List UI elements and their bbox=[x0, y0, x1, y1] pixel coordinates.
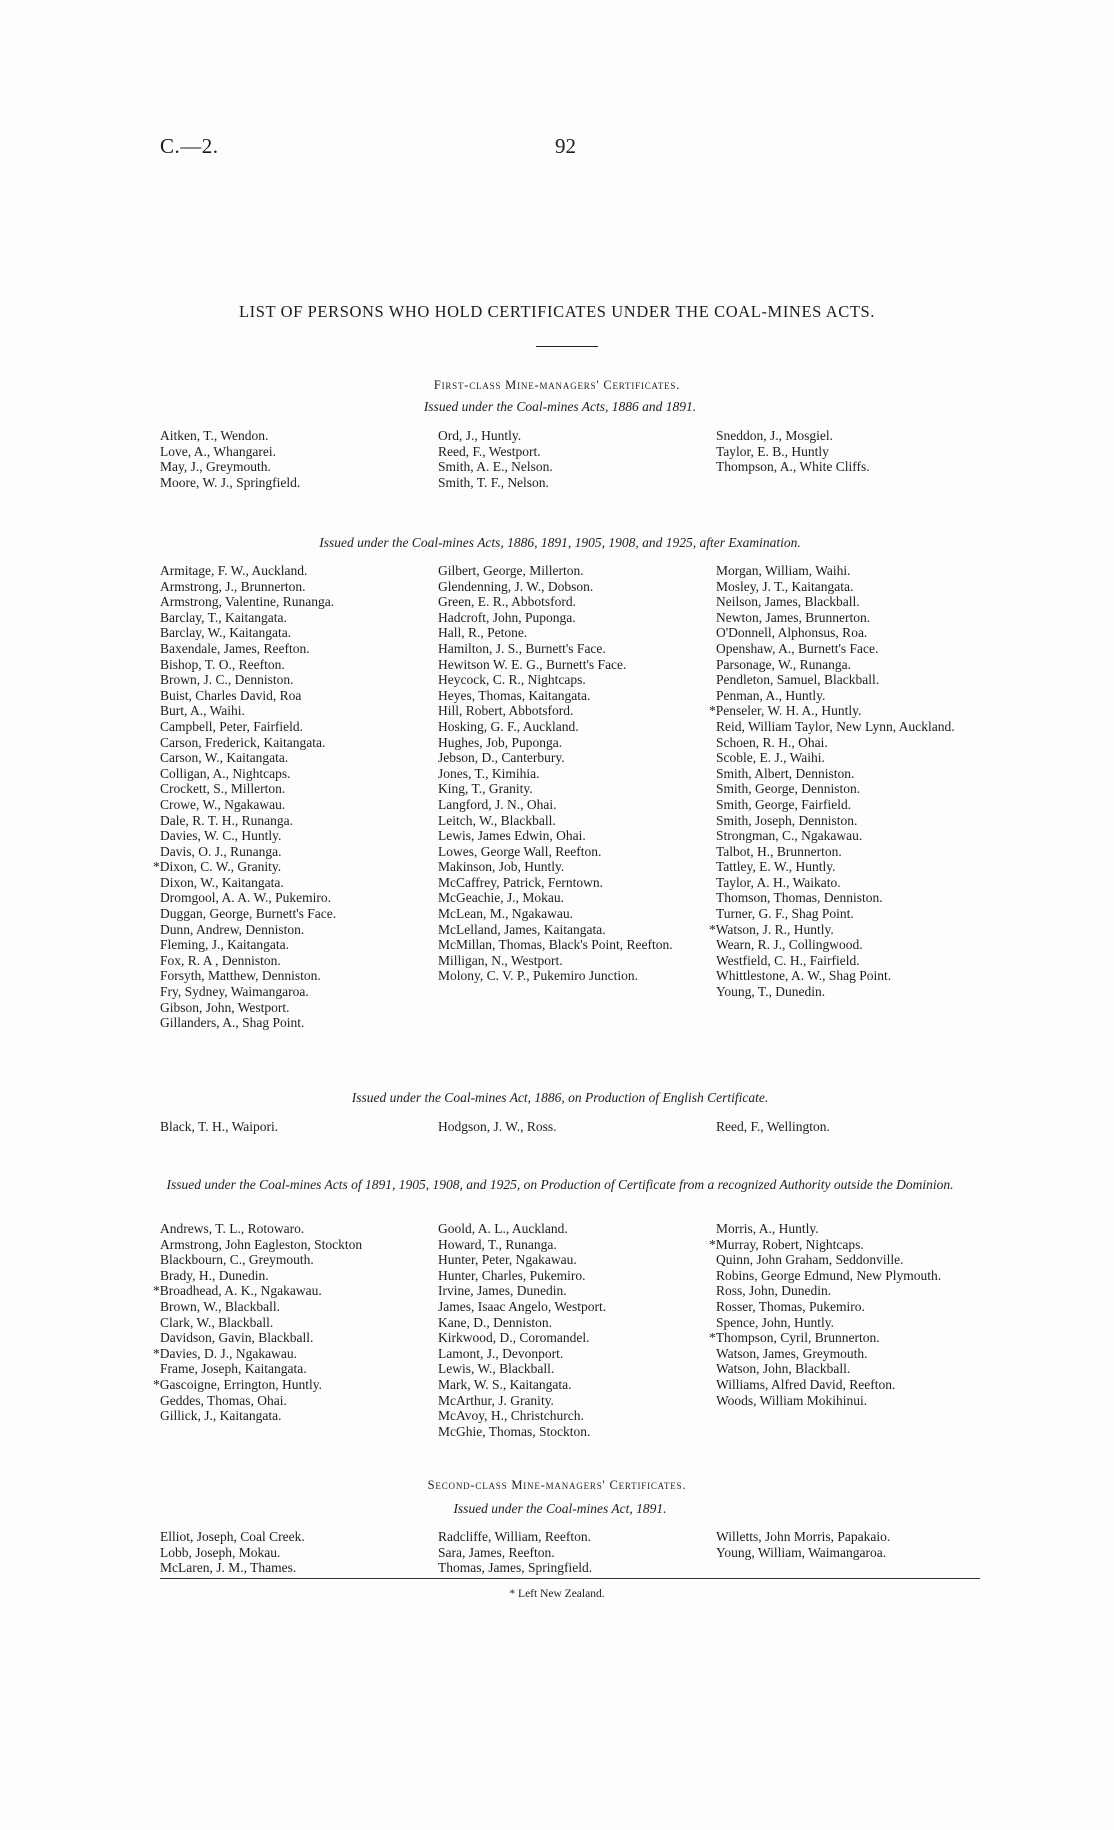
list-item: Robins, George Edmund, New Plymouth. bbox=[716, 1267, 942, 1283]
list-item: Brown, W., Blackball. bbox=[160, 1298, 280, 1314]
list-item: McLelland, James, Kaitangata. bbox=[438, 921, 606, 937]
list-item: Reid, William Taylor, New Lynn, Auckland. bbox=[716, 718, 955, 734]
list-item: Carson, Frederick, Kaitangata. bbox=[160, 734, 326, 750]
list-item: Frame, Joseph, Kaitangata. bbox=[160, 1361, 307, 1377]
list-item: Gilbert, George, Millerton. bbox=[438, 563, 584, 578]
list-item: Rosser, Thomas, Pukemiro. bbox=[716, 1298, 865, 1314]
list-item: Irvine, James, Dunedin. bbox=[438, 1283, 567, 1299]
list-item: Radcliffe, William, Reefton. bbox=[438, 1529, 592, 1544]
list-item: McArthur, J. Granity. bbox=[438, 1392, 554, 1408]
list-item: Goold, A. L., Auckland. bbox=[438, 1221, 568, 1236]
list-item: Reed, F., Wellington. bbox=[716, 1119, 830, 1134]
list-item: Duggan, George, Burnett's Face. bbox=[160, 906, 337, 922]
list-item: Forsyth, Matthew, Denniston. bbox=[160, 968, 321, 984]
list-item: Smith, Joseph, Denniston. bbox=[716, 812, 858, 828]
list-item: McLean, M., Ngakawau. bbox=[438, 906, 573, 922]
list-item: McCaffrey, Patrick, Ferntown. bbox=[438, 874, 603, 890]
subtitle-recognized-authority: Issued under the Coal-mines Acts of 1891, 1905, 1908, and 1925, on Production of Certificate from a recognized Authority outside the Dominion. bbox=[166, 1177, 954, 1192]
column-3 bbox=[716, 1119, 986, 1135]
list-item: Makinson, Job, Huntly. bbox=[438, 859, 565, 875]
list-item: Fox, R. A , Denniston. bbox=[160, 952, 281, 968]
list-item: Spence, John, Huntly. bbox=[716, 1314, 834, 1330]
subtitle-after-examination: Issued under the Coal-mines Acts, 1886, 1891, 1905, 1908, and 1925, after Examination. bbox=[319, 535, 801, 550]
page-title: LIST OF PERSONS WHO HOLD CERTIFICATES UNDER THE COAL-MINES ACTS. bbox=[238, 302, 876, 321]
list-item: Barclay, T., Kaitangata. bbox=[160, 609, 287, 625]
list-item: Hill, Robert, Abbotsford. bbox=[438, 703, 574, 719]
page-header bbox=[160, 134, 960, 164]
list-item: Neilson, James, Blackball. bbox=[716, 594, 860, 610]
title-rule bbox=[536, 346, 598, 347]
list-item: Quinn, John Graham, Seddonville. bbox=[716, 1252, 904, 1268]
list-item: Jones, T., Kimihia. bbox=[438, 765, 540, 781]
list-item: Lewis, James Edwin, Ohai. bbox=[438, 828, 586, 844]
list-item: McMillan, Thomas, Black's Point, Reefton. bbox=[438, 937, 673, 953]
list-item: Fry, Sydney, Waimangaroa. bbox=[160, 984, 309, 1000]
list-item: Morgan, William, Waihi. bbox=[716, 563, 851, 578]
list-item: Lowes, George Wall, Reefton. bbox=[438, 843, 602, 859]
footnote: * Left New Zealand. bbox=[509, 1588, 605, 1600]
list-item: Scoble, E. J., Waihi. bbox=[716, 750, 825, 766]
column-1 bbox=[160, 1119, 420, 1135]
list-item: Talbot, H., Brunnerton. bbox=[716, 843, 842, 859]
list-item: Love, A., Whangarei. bbox=[160, 443, 276, 459]
list-item: McGeachie, J., Mokau. bbox=[438, 890, 564, 906]
list-item: Glendenning, J. W., Dobson. bbox=[438, 578, 594, 594]
column-2 bbox=[438, 428, 706, 490]
list-item: Taylor, A. H., Waikato. bbox=[716, 874, 841, 890]
list-item: Carson, W., Kaitangata. bbox=[160, 750, 289, 766]
list-item: Black, T. H., Waipori. bbox=[160, 1119, 279, 1134]
list-item: Schoen, R. H., Ohai. bbox=[716, 734, 828, 750]
list-item: Heycock, C. R., Nightcaps. bbox=[438, 672, 586, 688]
list-item: Kirkwood, D., Coromandel. bbox=[438, 1330, 590, 1346]
list-item: Smith, George, Denniston. bbox=[716, 781, 861, 797]
list-item: Sara, James, Reefton. bbox=[438, 1544, 555, 1560]
list-item: Wearn, R. J., Collingwood. bbox=[716, 937, 863, 953]
list-item: Taylor, E. B., Huntly bbox=[716, 443, 829, 459]
list-item: *Dixon, C. W., Granity. bbox=[153, 859, 282, 875]
list-item: Crowe, W., Ngakawau. bbox=[160, 796, 286, 812]
list-item: James, Isaac Angelo, Westport. bbox=[438, 1298, 607, 1314]
list-item: Campbell, Peter, Fairfield. bbox=[160, 718, 304, 734]
list-item: Smith, Albert, Denniston. bbox=[716, 765, 855, 781]
list-item: Young, William, Waimangaroa. bbox=[716, 1544, 887, 1560]
list-item: Whittlestone, A. W., Shag Point. bbox=[716, 968, 892, 984]
list-item: Blackbourn, C., Greymouth. bbox=[160, 1252, 314, 1268]
list-item: McAvoy, H., Christchurch. bbox=[438, 1408, 584, 1424]
list-item: *Thompson, Cyril, Brunnerton. bbox=[709, 1330, 880, 1346]
list-item: Turner, G. F., Shag Point. bbox=[716, 906, 854, 922]
list-item: Colligan, A., Nightcaps. bbox=[160, 765, 291, 781]
list-item: Moore, W. J., Springfield. bbox=[160, 474, 301, 490]
list-item: Hosking, G. F., Auckland. bbox=[438, 718, 579, 734]
column-3 bbox=[709, 563, 986, 1000]
list-item: Mark, W. S., Kaitangata. bbox=[438, 1376, 572, 1392]
list-item: Gillick, J., Kaitangata. bbox=[160, 1408, 282, 1424]
list-item: Smith, A. E., Nelson. bbox=[438, 459, 553, 475]
list-item: Geddes, Thomas, Ohai. bbox=[160, 1392, 287, 1408]
list-item: Penman, A., Huntly. bbox=[716, 687, 826, 703]
list-item: Hughes, Job, Puponga. bbox=[438, 734, 563, 750]
list-item: Kane, D., Denniston. bbox=[438, 1314, 552, 1330]
list-item: Willetts, John Morris, Papakaio. bbox=[716, 1529, 891, 1544]
list-item: Clark, W., Blackball. bbox=[160, 1314, 274, 1330]
list-item: *Watson, J. R., Huntly. bbox=[709, 921, 834, 937]
list-item: *Gascoigne, Errington, Huntly. bbox=[153, 1376, 322, 1392]
list-item: Andrews, T. L., Rotowaro. bbox=[160, 1221, 305, 1236]
list-item: Hodgson, J. W., Ross. bbox=[438, 1119, 557, 1134]
list-item: Langford, J. N., Ohai. bbox=[438, 796, 557, 812]
list-item: Gillanders, A., Shag Point. bbox=[160, 1015, 305, 1031]
list-item: Brown, J. C., Denniston. bbox=[160, 672, 294, 688]
list-item: Ord, J., Huntly. bbox=[438, 428, 522, 443]
list-item: Sneddon, J., Mosgiel. bbox=[716, 428, 834, 443]
list-item: O'Donnell, Alphonsus, Roa. bbox=[716, 625, 868, 641]
list-item: Parsonage, W., Runanga. bbox=[716, 656, 851, 672]
list-item: Thomas, James, Springfield. bbox=[438, 1560, 593, 1576]
list-item: Milligan, N., Westport. bbox=[438, 952, 563, 968]
list-item: Bishop, T. O., Reefton. bbox=[160, 656, 285, 672]
list-item: Dixon, W., Kaitangata. bbox=[160, 874, 284, 890]
list-item: Burt, A., Waihi. bbox=[160, 703, 245, 719]
list-item: Westfield, C. H., Fairfield. bbox=[716, 952, 860, 968]
list-item: Lewis, W., Blackball. bbox=[438, 1361, 555, 1377]
list-item: Dromgool, A. A. W., Pukemiro. bbox=[160, 890, 332, 906]
list-item: Davidson, Gavin, Blackball. bbox=[160, 1330, 314, 1346]
column-2 bbox=[438, 1119, 706, 1135]
list-item: Openshaw, A., Burnett's Face. bbox=[716, 640, 879, 656]
list-item: May, J., Greymouth. bbox=[160, 459, 271, 475]
first-class-heading: First-class Mine-managers' Certificates. bbox=[433, 378, 681, 392]
list-item: Morris, A., Huntly. bbox=[716, 1221, 819, 1236]
list-item: Thompson, A., White Cliffs. bbox=[716, 459, 870, 475]
list-item: *Penseler, W. H. A., Huntly. bbox=[709, 703, 862, 719]
list-item: Leitch, W., Blackball. bbox=[438, 812, 556, 828]
list-item: Strongman, C., Ngakawau. bbox=[716, 828, 863, 844]
list-item: Davis, O. J., Runanga. bbox=[160, 843, 282, 859]
list-item: Jebson, D., Canterbury. bbox=[438, 750, 565, 766]
subtitle-english-certificate: Issued under the Coal-mines Act, 1886, on Production of English Certificate. bbox=[351, 1090, 769, 1105]
list-item: Elliot, Joseph, Coal Creek. bbox=[160, 1529, 305, 1544]
list-item: McLaren, J. M., Thames. bbox=[160, 1560, 297, 1576]
column-1 bbox=[160, 428, 420, 490]
list-item: Green, E. R., Abbotsford. bbox=[438, 594, 576, 610]
list-item: Reed, F., Westport. bbox=[438, 443, 541, 459]
column-3 bbox=[709, 1221, 986, 1408]
list-item: *Davies, D. J., Ngakawau. bbox=[153, 1345, 297, 1361]
list-item: Molony, C. V. P., Pukemiro Junction. bbox=[438, 968, 639, 984]
list-item: Dale, R. T. H., Runanga. bbox=[160, 812, 293, 828]
column-2 bbox=[438, 1529, 706, 1576]
column-2 bbox=[438, 1221, 706, 1439]
list-item: Baxendale, James, Reefton. bbox=[160, 640, 310, 656]
list-item: Armstrong, Valentine, Runanga. bbox=[160, 594, 335, 610]
list-item: Brady, H., Dunedin. bbox=[160, 1267, 269, 1283]
list-item: Watson, James, Greymouth. bbox=[716, 1345, 868, 1361]
list-item: Ross, John, Dunedin. bbox=[716, 1283, 832, 1299]
subtitle-second-class-1891: Issued under the Coal-mines Act, 1891. bbox=[453, 1501, 667, 1516]
list-item: Hunter, Peter, Ngakawau. bbox=[438, 1252, 577, 1268]
list-item: Lobb, Joseph, Mokau. bbox=[160, 1544, 281, 1560]
column-1 bbox=[153, 1221, 420, 1424]
list-item: Smith, George, Fairfield. bbox=[716, 796, 852, 812]
list-item: Williams, Alfred David, Reefton. bbox=[716, 1376, 896, 1392]
list-item: Pendleton, Samuel, Blackball. bbox=[716, 672, 880, 688]
list-item: Hunter, Charles, Pukemiro. bbox=[438, 1267, 586, 1283]
list-item: Smith, T. F., Nelson. bbox=[438, 474, 549, 490]
list-item: Hall, R., Petone. bbox=[438, 625, 528, 641]
column-1 bbox=[160, 1529, 420, 1576]
list-item: Hamilton, J. S., Burnett's Face. bbox=[438, 640, 606, 656]
list-item: Barclay, W., Kaitangata. bbox=[160, 625, 292, 641]
column-2 bbox=[438, 563, 706, 984]
list-item: Fleming, J., Kaitangata. bbox=[160, 937, 289, 953]
list-item: Davies, W. C., Huntly. bbox=[160, 828, 282, 844]
list-item: *Broadhead, A. K., Ngakawau. bbox=[153, 1283, 322, 1299]
list-item: Hewitson W. E. G., Burnett's Face. bbox=[438, 656, 627, 672]
list-item: Gibson, John, Westport. bbox=[160, 999, 290, 1015]
page-number: 92 bbox=[555, 134, 576, 158]
footer-rule bbox=[160, 1578, 980, 1579]
list-item: Aitken, T., Wendon. bbox=[160, 428, 269, 443]
list-item: Hadcroft, John, Puponga. bbox=[438, 609, 576, 625]
list-item: Howard, T., Runanga. bbox=[438, 1236, 557, 1252]
column-3 bbox=[716, 1529, 986, 1560]
subtitle-1886-1891: Issued under the Coal-mines Acts, 1886 and 1891. bbox=[423, 399, 697, 414]
list-item: Crockett, S., Millerton. bbox=[160, 781, 286, 797]
list-item: Tattley, E. W., Huntly. bbox=[716, 859, 836, 875]
list-item: Watson, John, Blackball. bbox=[716, 1361, 851, 1377]
list-item: Mosley, J. T., Kaitangata. bbox=[716, 578, 854, 594]
list-item: Thomson, Thomas, Denniston. bbox=[716, 890, 883, 906]
list-item: Armitage, F. W., Auckland. bbox=[160, 563, 308, 578]
list-item: Woods, William Mokihinui. bbox=[716, 1392, 868, 1408]
column-1 bbox=[153, 563, 420, 1031]
list-item: Young, T., Dunedin. bbox=[716, 984, 826, 1000]
second-class-heading: Second-class Mine-managers' Certificates. bbox=[427, 1478, 687, 1492]
page-code: C.—2. bbox=[160, 134, 219, 158]
list-item: King, T., Granity. bbox=[438, 781, 533, 797]
list-item: Armstrong, John Eagleston, Stockton bbox=[160, 1236, 363, 1252]
list-item: Newton, James, Brunnerton. bbox=[716, 609, 871, 625]
list-item: Armstrong, J., Brunnerton. bbox=[160, 578, 306, 594]
list-item: Heyes, Thomas, Kaitangata. bbox=[438, 687, 591, 703]
list-item: *Murray, Robert, Nightcaps. bbox=[709, 1236, 864, 1252]
list-item: McGhie, Thomas, Stockton. bbox=[438, 1423, 591, 1439]
list-item: Lamont, J., Devonport. bbox=[438, 1345, 564, 1361]
list-item: Dunn, Andrew, Denniston. bbox=[160, 921, 305, 937]
column-3 bbox=[716, 428, 986, 475]
list-item: Buist, Charles David, Roa bbox=[160, 687, 302, 703]
